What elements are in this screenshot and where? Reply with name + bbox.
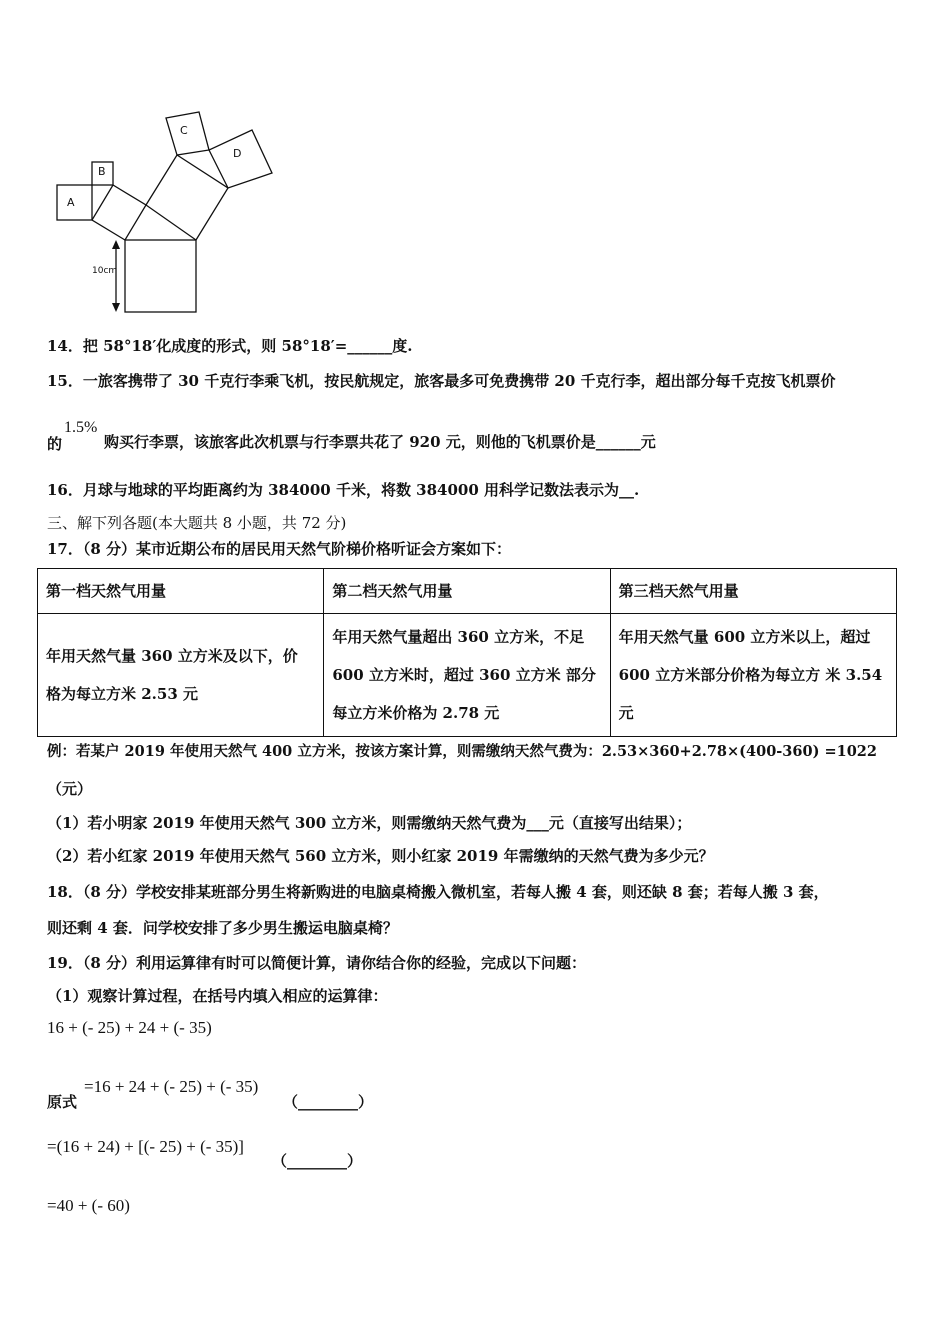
- question-17-part1: （1）若小明家 2019 年使用天然气 300 立方米，则需缴纳天然气费为___元（直接写出结果）；: [47, 814, 692, 832]
- tier2-line2: 600 立方米时，超过 360 立方米 部分: [332, 666, 596, 684]
- table-cell-tier3: [610, 614, 896, 737]
- label-b: B: [98, 165, 106, 178]
- table-cell-tier1: [38, 614, 324, 737]
- question-17-example-line1: 例：若某户 2019 年使用天然气 400 立方米，按该方案计算，则需缴纳天然气费为：2.53×360+2.78×(400-360) =1022: [47, 743, 877, 760]
- question-16: 16．月球与地球的平均距离约为 384000 千米，将数 384000 用科学记数法表示为__.: [47, 481, 640, 499]
- question-17-intro: 17．（8 分）某市近期公布的居民用天然气阶梯价格听证会方案如下：: [47, 540, 512, 558]
- blank-2: （________）: [272, 1152, 363, 1170]
- label-a: A: [67, 196, 75, 209]
- label-c: C: [180, 124, 188, 137]
- left-square: [92, 185, 146, 240]
- step-1: =16 + 24 + (- 25) + (- 35): [84, 1077, 259, 1096]
- question-19-intro: 19．（8 分）利用运算律有时可以简便计算，请你结合你的经验，完成以下问题：: [47, 954, 587, 972]
- expression: 16 + (- 25) + 24 + (- 35): [47, 1018, 212, 1037]
- right-square: [146, 155, 228, 240]
- question-18-line1: 18．（8 分）学校安排某班部分男生将新购进的电脑桌椅搬入微机室，若每人搬 4 套，则还缺 8 套；若每人搬 3 套，: [47, 883, 829, 901]
- arrow-head-down: [112, 303, 120, 312]
- question-15-de: 的: [47, 435, 63, 453]
- gas-price-table: [37, 568, 897, 737]
- pythagoras-squares-figure: [40, 110, 290, 320]
- question-17-example-line2: （元）: [47, 780, 93, 798]
- table-header-tier2: 第二档天然气用量: [324, 569, 610, 614]
- bottom-square: [125, 240, 196, 312]
- step-3: =40 + (- 60): [47, 1196, 130, 1215]
- label-d: D: [233, 147, 242, 160]
- yuanshi-label: 原式: [47, 1093, 78, 1111]
- tier3-line2: 600 立方米部分价格为每立方 米 3.54: [618, 666, 883, 684]
- tier1-line2: 格为每立方米 2.53 元: [46, 685, 198, 703]
- arrow-head-up: [112, 240, 120, 249]
- table-cell-tier2: [324, 614, 610, 737]
- question-14: 14．把 58°18′化成度的形式，则 58°18′=______度.: [47, 337, 413, 355]
- question-17-part2: （2）若小红家 2019 年使用天然气 560 立方米，则小红家 2019 年需缴纳的天然气费为多少元？: [47, 847, 714, 865]
- tier3-line1: 年用天然气量 600 立方米以上，超过: [618, 628, 871, 646]
- section-3-heading: 三、解下列各题(本大题共 8 小题，共 72 分): [47, 514, 347, 532]
- table-header-tier1: 第一档天然气用量: [38, 569, 324, 614]
- question-15-line1: 15．一旅客携带了 30 千克行李乘飞机，按民航规定，旅客最多可免费携带 20 千克行李，超出部分每千克按飞机票价: [47, 372, 836, 390]
- tier2-line3: 每立方米价格为 2.78 元: [332, 704, 500, 722]
- step-2: =(16 + 24) + [(- 25) + (- 35)]: [47, 1137, 244, 1156]
- tier2-line1: 年用天然气量超出 360 立方米，不足: [332, 628, 585, 646]
- tier3-line3: 元: [618, 704, 634, 722]
- question-18-line2: 则还剩 4 套．问学校安排了多少男生搬运电脑桌椅？: [47, 919, 398, 937]
- blank-1: （________）: [283, 1093, 374, 1111]
- question-15-line2: 购买行李票，该旅客此次机票与行李票共花了 920 元，则他的飞机票价是______元: [104, 433, 656, 451]
- table-header-tier3: 第三档天然气用量: [610, 569, 896, 614]
- question-15-rate: 1.5%: [64, 419, 98, 436]
- question-19-part1: （1）观察计算过程，在括号内填入相应的运算律：: [47, 987, 388, 1005]
- label-length: 10cm: [92, 266, 118, 276]
- tier1-line1: 年用天然气量 360 立方米及以下，价: [46, 647, 298, 665]
